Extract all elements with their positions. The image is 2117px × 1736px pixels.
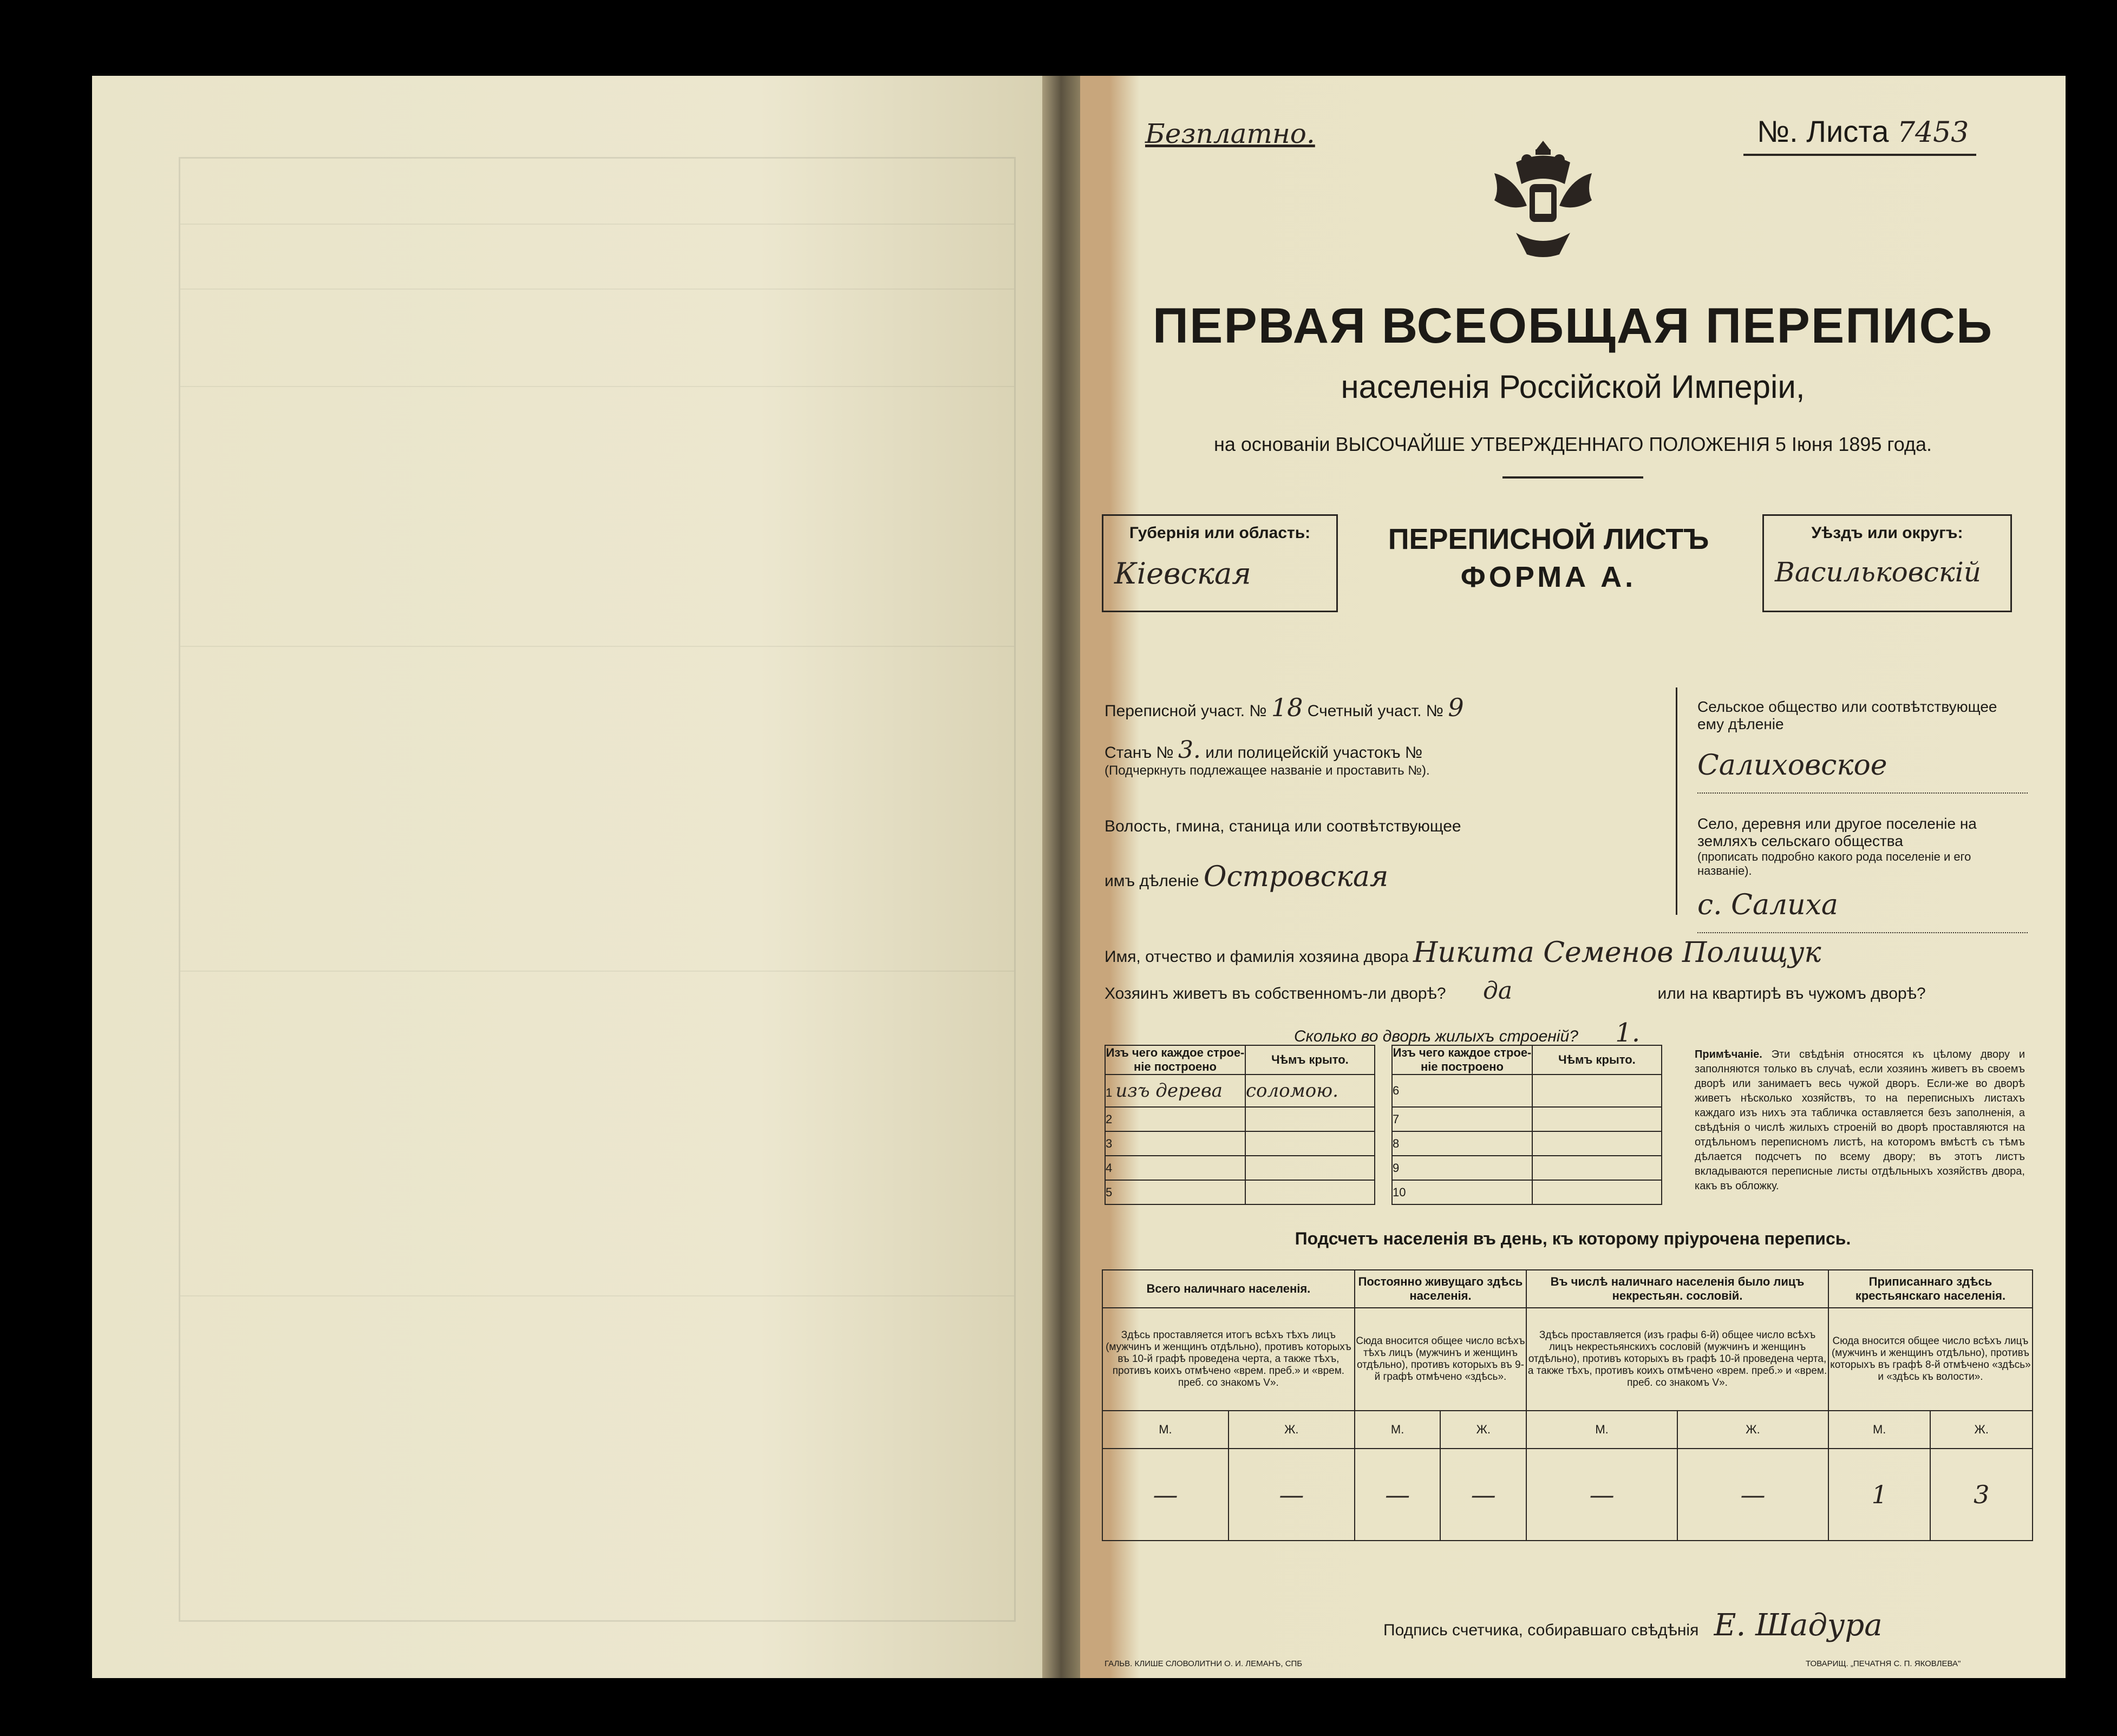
stan-rest: или полицейскій участокъ № [1205, 744, 1423, 762]
printer-credit-right: ТОВАРИЩ. „ПЕЧАТНЯ С. П. ЯКОВЛЕВА" [1806, 1659, 1961, 1668]
value-permanent-m: — [1355, 1449, 1441, 1541]
roof-1: соломою. [1245, 1075, 1375, 1107]
summary-col-1-title: Всего наличнаго населенія. [1102, 1270, 1355, 1308]
summary-col-3-title: Въ числѣ наличнаго населенія было лицъ некрестьян. сословій. [1526, 1270, 1828, 1308]
count-plot-label: Счетный участ. № [1307, 702, 1443, 720]
material-1: изъ дерева [1115, 1080, 1223, 1102]
own-yard-value: да [1482, 977, 1513, 1005]
value-permanent-f: — [1440, 1449, 1526, 1541]
population-summary-table: Всего наличнаго населенія. Постоянно живущаго здѣсь населенія. Въ числѣ наличнаго населенія было лицъ некрестьян. сословій. Приписаннаго здѣсь крестьянскаго населенія. Здѣсь проставляется итогъ всѣхъ тѣхъ лицъ (мужчинъ и женщинъ отдѣльно), противъ которыхъ въ 10-й графѣ проведена черта, а также тѣхъ, противъ коихъ отмѣчено «врем. преб.» и «врем. преб. со знакомъ V». Сюда вносится общее число всѣхъ тѣхъ лицъ (мужчинъ и женщинъ отдѣльно), противъ которыхъ въ 9-й графѣ отмѣчено «здѣсь». Здѣсь проставляется (изъ графы 6-й) общее число всѣхъ лицъ некрестьянскихъ сословій (мужчинъ и женщинъ отдѣльно), противъ которыхъ въ графѣ 10-й проведена черта, а также тѣхъ, противъ коихъ отмѣчено «врем. преб.» и «врем. преб. со знакомъ V». Сюда вносится общее число всѣхъ лицъ (мужчинъ и женщинъ отдѣльно), противъ которыхъ въ графѣ 8-й отмѣчено «здѣсь» и «здѣсь къ волости». М. Ж. М. Ж. М. Ж. М. Ж. — — — — — — 1 3 [1102, 1269, 2033, 1541]
census-plot-label: Переписной участ. № [1105, 702, 1267, 720]
district-box [1762, 514, 2012, 612]
district-label: Уѣздъ или округъ: [1811, 524, 1963, 542]
summary-heading: Подсчетъ населенія въ день, къ которому пріурочена перепись. [1295, 1229, 1851, 1248]
bleed-through-grid [179, 157, 1016, 1622]
form-name: ПЕРЕПИСНОЙ ЛИСТЪ [1388, 523, 1709, 555]
printer-credit-left: ГАЛЬВ. КЛИШЕ СЛОВОЛИТНИ О. И. ЛЕМАНЪ, СПБ [1105, 1659, 1303, 1668]
col-material: Изъ чего каждое строе-ніе построено [1106, 1046, 1245, 1073]
buildings-value: 1. [1615, 1018, 1641, 1048]
free-label: Безплатно. [1145, 118, 1315, 149]
society-value: Салиховское [1697, 749, 2028, 794]
volost-label: Волость, гмина, станица или соотвѣтствующее [1105, 817, 1461, 835]
double-headed-eagle-emblem [1484, 125, 1603, 265]
stan-label: Станъ № [1105, 744, 1174, 762]
legal-basis: на основаніи ВЫСОЧАЙШЕ УТВЕРЖДЕННАГО ПОЛОЖЕНІЯ 5 Іюня 1895 года. [1213, 433, 1932, 455]
village-value: с. Салиха [1697, 889, 2028, 933]
note-text: Эти свѣдѣнія относятся къ цѣлому двору и заполняются только въ случаѣ, если хозяинъ живетъ въ своемъ дворѣ или занимаетъ весь чужой дворъ. Если-же во дворѣ живетъ нѣсколько хозяйствъ, то на переписныхъ листахъ каждаго изъ нихъ эта табличка оставляется безъ заполненія, а свѣдѣнія о числѣ жилыхъ строеній во дворѣ проставляются на отдѣльномъ переписномъ листѣ, на которомъ вмѣстѣ съ тѣмъ дѣлается подсчетъ по всему двору; въ этотъ листъ вкладываются переписные листы отдѣльныхъ хозяйствъ двора, какъ въ обложку. [1695, 1049, 2025, 1192]
buildings-table-right: Изъ чего каждое строе-ніе построено Чѣмъ крыто. 6 7 8 9 10 [1391, 1045, 1662, 1205]
form-subtitle: населенія Россійской Имперіи, [1341, 369, 1805, 405]
signature-value: Е. Шадура [1714, 1608, 1883, 1643]
value-total-m: — [1102, 1449, 1229, 1541]
value-registered-f: 3 [1930, 1449, 2033, 1541]
sheet-number-value: 7453 [1897, 116, 1969, 149]
stan-note: (Подчеркнуть подлежащее названіе и проставить №). [1105, 763, 1430, 778]
left-page [92, 76, 1045, 1678]
value-registered-m: 1 [1828, 1449, 1930, 1541]
buildings-label: Сколько во дворѣ жилыхъ строеній? [1294, 1027, 1578, 1045]
form-title: ПЕРВАЯ ВСЕОБЩАЯ ПЕРЕПИСЬ [1152, 298, 1994, 353]
sheet-number-label: №. Листа [1757, 114, 1889, 148]
buildings-table-left: Изъ чего каждое строе-ніе построено Чѣмъ крыто. 1 изъ дерева соломою. 2 3 4 5 [1105, 1045, 1375, 1205]
own-yard-label: Хозяинъ живетъ въ собственномъ-ли дворѣ? [1105, 985, 1446, 1003]
province-value: Кіевская [1114, 556, 1251, 591]
col-roof: Чѣмъ крыто. [1245, 1045, 1375, 1075]
note-block [1695, 1047, 2025, 1194]
value-nonpeasant-m: — [1526, 1449, 1677, 1541]
summary-col-2-title: Постоянно живущаго здѣсь населенія. [1355, 1270, 1526, 1308]
value-total-f: — [1229, 1449, 1355, 1541]
owner-value: Никита Семенов Полищук [1413, 936, 1821, 969]
book-spine [1042, 76, 1080, 1678]
rent-label: или на квартирѣ въ чужомъ дворѣ? [1657, 985, 1926, 1003]
census-form-page [1080, 76, 2066, 1678]
village-label: Село, деревня или другое поселеніе на земляхъ сельскаго общества [1697, 815, 1977, 849]
province-box [1102, 514, 1338, 612]
signature-label: Подпись счетчика, собиравшаго свѣдѣнія [1383, 1621, 1699, 1639]
province-label: Губернія или область: [1129, 524, 1311, 542]
society-label: Сельское общество или соотвѣтствующее ему дѣленіе [1697, 698, 1997, 732]
village-note: (прописать подробно какого рода поселеніе и его названіе). [1697, 850, 1971, 877]
owner-label: Имя, отчество и фамилія хозяина двора [1105, 948, 1409, 966]
note-title: Примѣчаніе. [1695, 1049, 1762, 1060]
count-plot-value: 9 [1448, 693, 1464, 722]
value-nonpeasant-f: — [1677, 1449, 1828, 1541]
stan-value: 3. [1178, 736, 1201, 764]
census-plot-value: 18 [1271, 693, 1303, 722]
district-value: Васильковскій [1775, 556, 1981, 588]
volost-value: Островская [1203, 861, 1389, 893]
form-letter: ФОРМА А. [1460, 561, 1637, 593]
summary-col-4-title: Приписаннаго здѣсь крестьянскаго населенія. [1828, 1270, 2033, 1308]
volost-label-2: имъ дѣленіе [1105, 872, 1199, 890]
